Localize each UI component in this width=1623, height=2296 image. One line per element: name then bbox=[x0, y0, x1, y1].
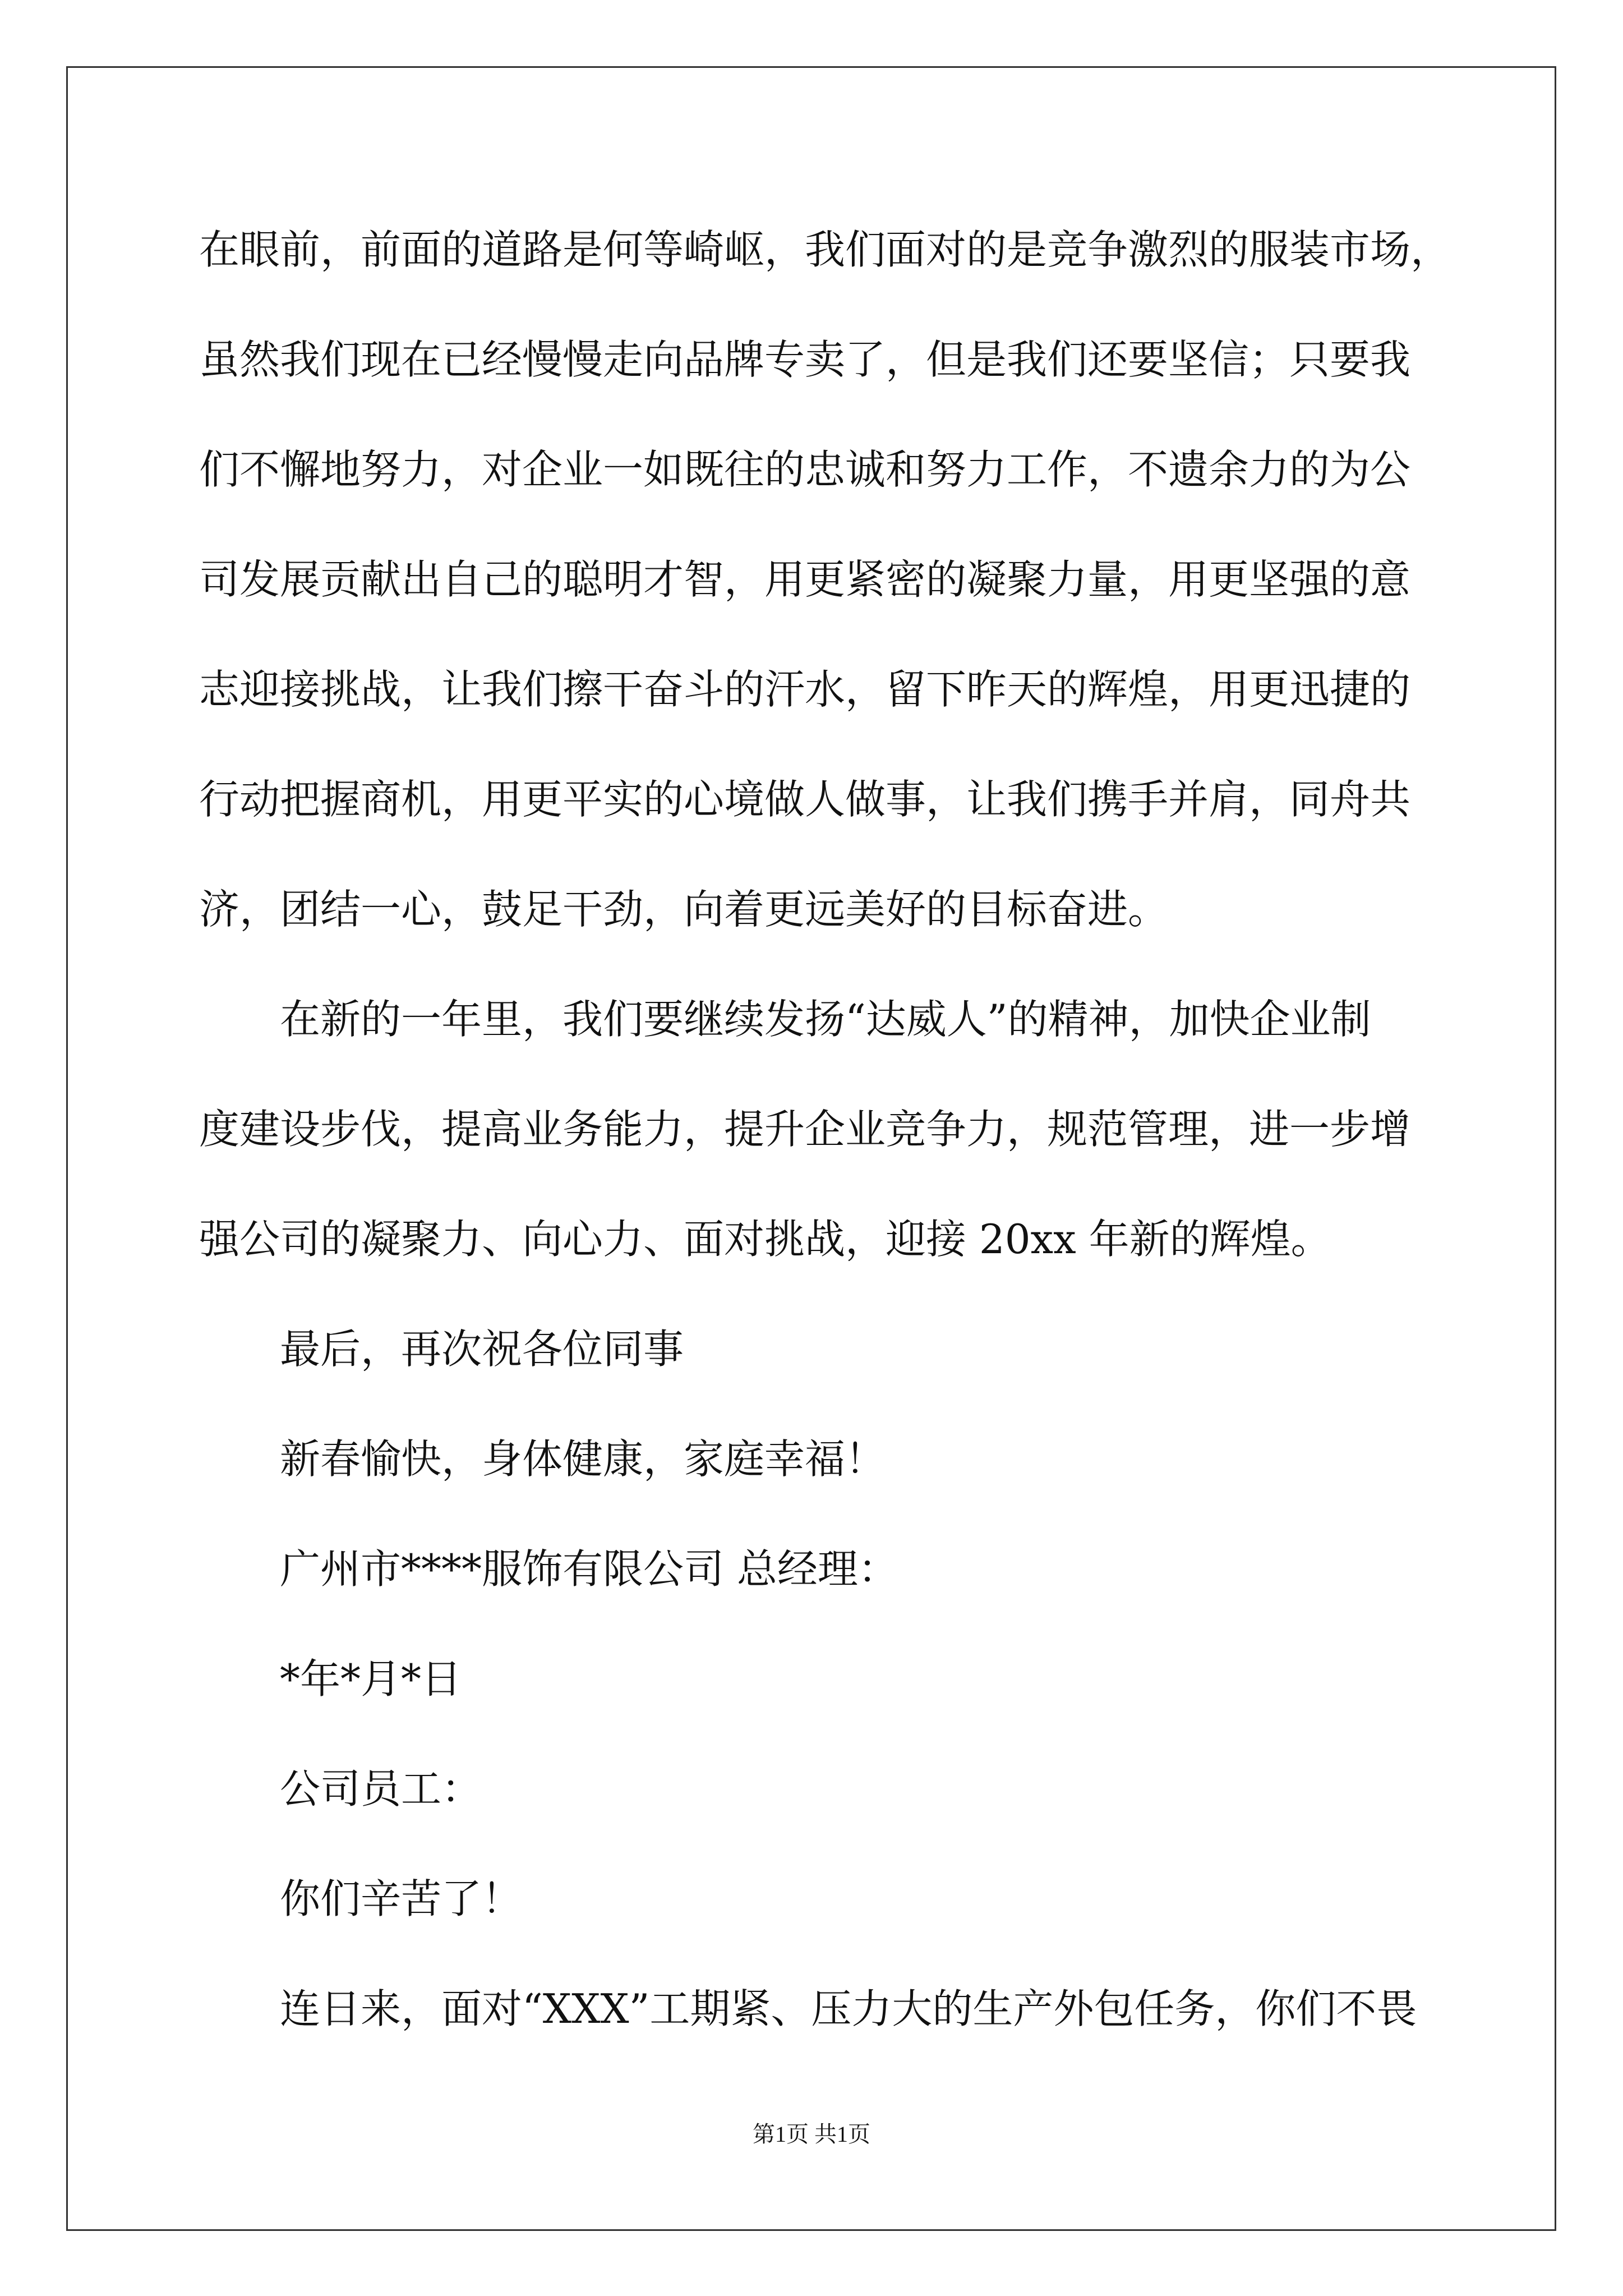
body-line: 行动把握商机，用更平实的心境做人做事，让我们携手并肩，同舟共 bbox=[199, 776, 1411, 823]
salutation-line: 公司员工： bbox=[280, 1765, 482, 1812]
body-line: 在眼前，前面的道路是何等崎岖，我们面对的是竞争激烈的服装市场， bbox=[199, 226, 1451, 273]
body-line: 虽然我们现在已经慢慢走向品牌专卖了，但是我们还要坚信；只要我 bbox=[199, 336, 1411, 383]
body-line: 济，团结一心，鼓足干劲，向着更远美好的目标奋进。 bbox=[199, 886, 1169, 933]
greeting-line: 新春愉快，身体健康，家庭幸福！ bbox=[280, 1435, 886, 1483]
paragraph-start-line: 连日来，面对“XXX”工期紧、压力大的生产外包任务，你们不畏 bbox=[280, 1985, 1417, 2032]
body-line: 司发展贡献出自己的聪明才智，用更紧密的凝聚力量，用更坚强的意 bbox=[199, 556, 1411, 603]
date-line: *年*月*日 bbox=[280, 1655, 462, 1703]
body-line: 们不懈地努力，对企业一如既往的忠诚和努力工作，不遗余力的为公 bbox=[199, 446, 1411, 493]
body-line: 你们辛苦了！ bbox=[280, 1875, 523, 1922]
body-line: 度建设步伐，提高业务能力，提升企业竞争力，规范管理，进一步增 bbox=[199, 1106, 1411, 1153]
document-body bbox=[199, 216, 1451, 2085]
page-footer: 第1页 共1页 bbox=[753, 2122, 870, 2147]
closing-line: 最后，再次祝各位同事 bbox=[280, 1326, 684, 1373]
signature-line: 广州市****服饰有限公司 总经理： bbox=[280, 1545, 898, 1593]
body-line: 志迎接挑战，让我们擦干奋斗的汗水，留下昨天的辉煌，用更迅捷的 bbox=[199, 666, 1411, 713]
body-line: 强公司的凝聚力、向心力、面对挑战，迎接 20xx 年新的辉煌。 bbox=[199, 1216, 1331, 1263]
paragraph-start-line: 在新的一年里，我们要继续发扬“达威人”的精神，加快企业制 bbox=[280, 996, 1371, 1043]
